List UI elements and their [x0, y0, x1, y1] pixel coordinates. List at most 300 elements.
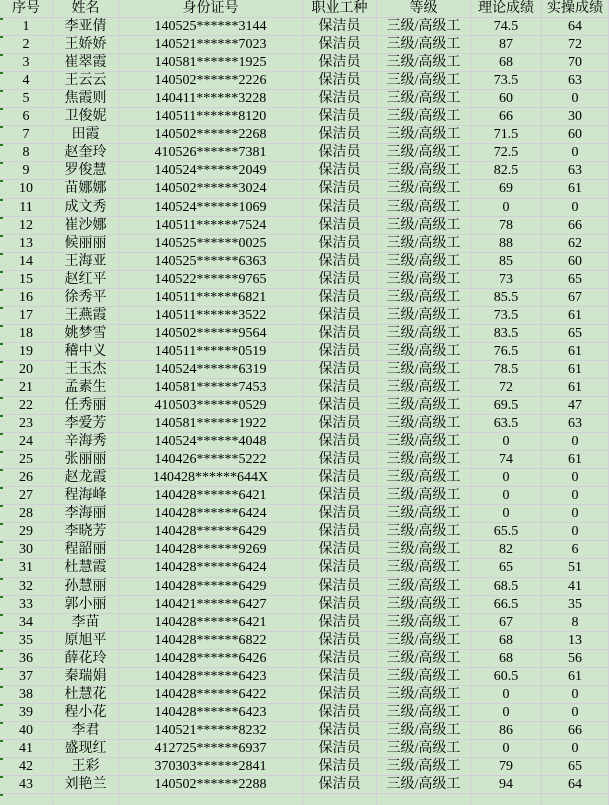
cell-level[interactable] [377, 758, 471, 776]
cell-occupation[interactable] [303, 325, 377, 343]
cell-level[interactable] [377, 379, 471, 397]
cell-index[interactable] [0, 596, 53, 614]
cell-occupation[interactable] [303, 758, 377, 776]
cell-index[interactable] [0, 343, 53, 361]
header-cell-level[interactable] [377, 0, 471, 18]
cell-id-number[interactable] [119, 217, 303, 235]
cell-practical-score[interactable] [542, 18, 609, 36]
cell-index[interactable] [0, 54, 53, 72]
cell-name[interactable] [53, 253, 119, 271]
cell-level[interactable] [377, 289, 471, 307]
cell-occupation[interactable] [303, 541, 377, 559]
header-cell-id-number[interactable] [119, 0, 303, 18]
cell-level[interactable] [377, 108, 471, 126]
cell-id-number[interactable] [119, 415, 303, 433]
cell-id-number[interactable] [119, 18, 303, 36]
cell-practical-score[interactable] [542, 758, 609, 776]
cell-practical-score[interactable] [542, 487, 609, 505]
cell-practical-score[interactable] [542, 235, 609, 253]
cell-occupation[interactable] [303, 307, 377, 325]
cell-occupation[interactable] [303, 614, 377, 632]
cell-name[interactable] [53, 614, 119, 632]
cell-level[interactable] [377, 487, 471, 505]
cell-theory-score[interactable] [471, 180, 542, 198]
cell-name[interactable] [53, 650, 119, 668]
cell-level[interactable] [377, 343, 471, 361]
cell-theory-score[interactable] [471, 686, 542, 704]
cell-practical-score[interactable] [542, 162, 609, 180]
cell-level[interactable] [377, 686, 471, 704]
cell-name[interactable] [53, 487, 119, 505]
cell-theory-score[interactable] [471, 541, 542, 559]
cell-theory-score[interactable] [471, 614, 542, 632]
cell-name[interactable] [53, 180, 119, 198]
cell-practical-score[interactable] [542, 325, 609, 343]
cell-theory-score[interactable] [471, 54, 542, 72]
cell-level[interactable] [377, 144, 471, 162]
cell-id-number[interactable] [119, 289, 303, 307]
cell-theory-score[interactable] [471, 361, 542, 379]
cell-name[interactable] [53, 144, 119, 162]
cell-id-number[interactable] [119, 776, 303, 794]
cell-practical-score[interactable] [542, 217, 609, 235]
cell-level[interactable] [377, 578, 471, 596]
cell-level[interactable] [377, 199, 471, 217]
cell-id-number[interactable] [119, 108, 303, 126]
cell-id-number[interactable] [119, 740, 303, 758]
cell-id-number[interactable] [119, 578, 303, 596]
cell-practical-score[interactable] [542, 271, 609, 289]
cell-index[interactable] [0, 415, 53, 433]
cell-level[interactable] [377, 704, 471, 722]
cell-name[interactable] [53, 722, 119, 740]
cell-id-number[interactable] [119, 397, 303, 415]
cell-index[interactable] [0, 253, 53, 271]
cell-index[interactable] [0, 379, 53, 397]
cell-occupation[interactable] [303, 722, 377, 740]
cell-name[interactable] [53, 325, 119, 343]
cell-id-number[interactable] [119, 253, 303, 271]
cell-index[interactable] [0, 469, 53, 487]
cell-level[interactable] [377, 90, 471, 108]
cell-name[interactable] [53, 307, 119, 325]
cell-occupation[interactable] [303, 740, 377, 758]
cell-theory-score[interactable] [471, 559, 542, 577]
cell-name[interactable] [53, 217, 119, 235]
cell-index[interactable] [0, 235, 53, 253]
cell-level[interactable] [377, 180, 471, 198]
cell-occupation[interactable] [303, 379, 377, 397]
cell-id-number[interactable] [119, 433, 303, 451]
cell-id-number[interactable] [119, 559, 303, 577]
cell-index[interactable] [0, 523, 53, 541]
cell-name[interactable] [53, 758, 119, 776]
cell-occupation[interactable] [303, 415, 377, 433]
cell-index[interactable] [0, 397, 53, 415]
cell-index[interactable] [0, 650, 53, 668]
cell-id-number[interactable] [119, 758, 303, 776]
cell-level[interactable] [377, 36, 471, 54]
cell-index[interactable] [0, 36, 53, 54]
cell-index[interactable] [0, 271, 53, 289]
cell-occupation[interactable] [303, 794, 377, 805]
cell-level[interactable] [377, 126, 471, 144]
cell-theory-score[interactable] [471, 433, 542, 451]
cell-practical-score[interactable] [542, 794, 609, 805]
cell-index[interactable] [0, 578, 53, 596]
cell-index[interactable] [0, 541, 53, 559]
cell-occupation[interactable] [303, 397, 377, 415]
cell-name[interactable] [53, 523, 119, 541]
cell-index[interactable] [0, 614, 53, 632]
cell-theory-score[interactable] [471, 379, 542, 397]
cell-theory-score[interactable] [471, 36, 542, 54]
cell-theory-score[interactable] [471, 758, 542, 776]
cell-name[interactable] [53, 559, 119, 577]
cell-practical-score[interactable] [542, 722, 609, 740]
cell-index[interactable] [0, 758, 53, 776]
cell-theory-score[interactable] [471, 144, 542, 162]
cell-index[interactable] [0, 144, 53, 162]
cell-occupation[interactable] [303, 54, 377, 72]
cell-theory-score[interactable] [471, 487, 542, 505]
cell-practical-score[interactable] [542, 415, 609, 433]
cell-occupation[interactable] [303, 36, 377, 54]
cell-theory-score[interactable] [471, 451, 542, 469]
cell-occupation[interactable] [303, 505, 377, 523]
cell-practical-score[interactable] [542, 72, 609, 90]
cell-name[interactable] [53, 343, 119, 361]
cell-occupation[interactable] [303, 686, 377, 704]
cell-index[interactable] [0, 559, 53, 577]
cell-practical-score[interactable] [542, 361, 609, 379]
cell-occupation[interactable] [303, 668, 377, 686]
cell-occupation[interactable] [303, 90, 377, 108]
cell-id-number[interactable] [119, 541, 303, 559]
cell-id-number[interactable] [119, 596, 303, 614]
cell-occupation[interactable] [303, 289, 377, 307]
cell-level[interactable] [377, 740, 471, 758]
cell-level[interactable] [377, 433, 471, 451]
cell-practical-score[interactable] [542, 776, 609, 794]
cell-level[interactable] [377, 776, 471, 794]
cell-name[interactable] [53, 632, 119, 650]
cell-index[interactable] [0, 180, 53, 198]
cell-level[interactable] [377, 469, 471, 487]
cell-occupation[interactable] [303, 523, 377, 541]
cell-id-number[interactable] [119, 379, 303, 397]
cell-id-number[interactable] [119, 72, 303, 90]
cell-index[interactable] [0, 487, 53, 505]
cell-id-number[interactable] [119, 794, 303, 805]
cell-theory-score[interactable] [471, 776, 542, 794]
cell-name[interactable] [53, 596, 119, 614]
cell-id-number[interactable] [119, 325, 303, 343]
cell-name[interactable] [53, 541, 119, 559]
cell-index[interactable] [0, 722, 53, 740]
cell-theory-score[interactable] [471, 72, 542, 90]
cell-name[interactable] [53, 90, 119, 108]
cell-practical-score[interactable] [542, 108, 609, 126]
cell-practical-score[interactable] [542, 632, 609, 650]
cell-id-number[interactable] [119, 451, 303, 469]
cell-practical-score[interactable] [542, 650, 609, 668]
cell-level[interactable] [377, 415, 471, 433]
cell-theory-score[interactable] [471, 505, 542, 523]
cell-id-number[interactable] [119, 180, 303, 198]
cell-occupation[interactable] [303, 18, 377, 36]
cell-index[interactable] [0, 740, 53, 758]
cell-practical-score[interactable] [542, 668, 609, 686]
cell-name[interactable] [53, 704, 119, 722]
cell-index[interactable] [0, 668, 53, 686]
cell-occupation[interactable] [303, 469, 377, 487]
cell-practical-score[interactable] [542, 704, 609, 722]
cell-index[interactable] [0, 433, 53, 451]
cell-name[interactable] [53, 289, 119, 307]
cell-theory-score[interactable] [471, 469, 542, 487]
cell-level[interactable] [377, 650, 471, 668]
cell-practical-score[interactable] [542, 740, 609, 758]
cell-occupation[interactable] [303, 632, 377, 650]
cell-occupation[interactable] [303, 578, 377, 596]
cell-level[interactable] [377, 54, 471, 72]
cell-occupation[interactable] [303, 704, 377, 722]
cell-name[interactable] [53, 794, 119, 805]
cell-index[interactable] [0, 126, 53, 144]
cell-name[interactable] [53, 433, 119, 451]
cell-index[interactable] [0, 361, 53, 379]
cell-occupation[interactable] [303, 199, 377, 217]
cell-index[interactable] [0, 90, 53, 108]
cell-id-number[interactable] [119, 271, 303, 289]
cell-practical-score[interactable] [542, 180, 609, 198]
cell-index[interactable] [0, 108, 53, 126]
cell-practical-score[interactable] [542, 433, 609, 451]
cell-id-number[interactable] [119, 307, 303, 325]
cell-level[interactable] [377, 451, 471, 469]
cell-name[interactable] [53, 162, 119, 180]
cell-practical-score[interactable] [542, 505, 609, 523]
cell-level[interactable] [377, 162, 471, 180]
cell-practical-score[interactable] [542, 144, 609, 162]
cell-practical-score[interactable] [542, 126, 609, 144]
cell-id-number[interactable] [119, 722, 303, 740]
cell-index[interactable] [0, 217, 53, 235]
cell-theory-score[interactable] [471, 523, 542, 541]
cell-index[interactable] [0, 776, 53, 794]
cell-name[interactable] [53, 668, 119, 686]
cell-practical-score[interactable] [542, 469, 609, 487]
cell-name[interactable] [53, 686, 119, 704]
cell-name[interactable] [53, 361, 119, 379]
cell-id-number[interactable] [119, 686, 303, 704]
cell-id-number[interactable] [119, 144, 303, 162]
cell-theory-score[interactable] [471, 650, 542, 668]
cell-id-number[interactable] [119, 235, 303, 253]
cell-level[interactable] [377, 541, 471, 559]
cell-id-number[interactable] [119, 487, 303, 505]
cell-level[interactable] [377, 271, 471, 289]
cell-name[interactable] [53, 108, 119, 126]
cell-occupation[interactable] [303, 144, 377, 162]
cell-occupation[interactable] [303, 253, 377, 271]
cell-occupation[interactable] [303, 217, 377, 235]
cell-name[interactable] [53, 578, 119, 596]
cell-occupation[interactable] [303, 451, 377, 469]
cell-level[interactable] [377, 307, 471, 325]
cell-occupation[interactable] [303, 487, 377, 505]
cell-practical-score[interactable] [542, 36, 609, 54]
cell-theory-score[interactable] [471, 90, 542, 108]
cell-practical-score[interactable] [542, 307, 609, 325]
cell-id-number[interactable] [119, 469, 303, 487]
cell-index[interactable] [0, 289, 53, 307]
cell-theory-score[interactable] [471, 325, 542, 343]
cell-occupation[interactable] [303, 235, 377, 253]
cell-occupation[interactable] [303, 361, 377, 379]
cell-level[interactable] [377, 794, 471, 805]
cell-practical-score[interactable] [542, 379, 609, 397]
cell-theory-score[interactable] [471, 704, 542, 722]
cell-practical-score[interactable] [542, 199, 609, 217]
cell-index[interactable] [0, 199, 53, 217]
cell-practical-score[interactable] [542, 289, 609, 307]
cell-id-number[interactable] [119, 650, 303, 668]
cell-index[interactable] [0, 162, 53, 180]
cell-practical-score[interactable] [542, 578, 609, 596]
cell-occupation[interactable] [303, 596, 377, 614]
cell-theory-score[interactable] [471, 289, 542, 307]
cell-occupation[interactable] [303, 108, 377, 126]
cell-id-number[interactable] [119, 199, 303, 217]
cell-index[interactable] [0, 505, 53, 523]
cell-name[interactable] [53, 740, 119, 758]
cell-index[interactable] [0, 794, 53, 805]
cell-level[interactable] [377, 72, 471, 90]
cell-level[interactable] [377, 614, 471, 632]
cell-occupation[interactable] [303, 559, 377, 577]
cell-id-number[interactable] [119, 704, 303, 722]
cell-id-number[interactable] [119, 523, 303, 541]
cell-theory-score[interactable] [471, 199, 542, 217]
cell-level[interactable] [377, 397, 471, 415]
cell-id-number[interactable] [119, 343, 303, 361]
cell-name[interactable] [53, 451, 119, 469]
cell-level[interactable] [377, 722, 471, 740]
cell-practical-score[interactable] [542, 253, 609, 271]
cell-id-number[interactable] [119, 614, 303, 632]
cell-theory-score[interactable] [471, 235, 542, 253]
cell-name[interactable] [53, 415, 119, 433]
cell-level[interactable] [377, 505, 471, 523]
cell-id-number[interactable] [119, 36, 303, 54]
cell-practical-score[interactable] [542, 596, 609, 614]
cell-practical-score[interactable] [542, 343, 609, 361]
cell-theory-score[interactable] [471, 343, 542, 361]
cell-theory-score[interactable] [471, 108, 542, 126]
cell-theory-score[interactable] [471, 740, 542, 758]
cell-id-number[interactable] [119, 54, 303, 72]
cell-index[interactable] [0, 307, 53, 325]
cell-theory-score[interactable] [471, 415, 542, 433]
cell-theory-score[interactable] [471, 794, 542, 805]
cell-theory-score[interactable] [471, 253, 542, 271]
cell-id-number[interactable] [119, 632, 303, 650]
cell-occupation[interactable] [303, 433, 377, 451]
cell-id-number[interactable] [119, 668, 303, 686]
cell-theory-score[interactable] [471, 18, 542, 36]
cell-practical-score[interactable] [542, 397, 609, 415]
cell-name[interactable] [53, 505, 119, 523]
cell-name[interactable] [53, 235, 119, 253]
cell-index[interactable] [0, 325, 53, 343]
cell-occupation[interactable] [303, 72, 377, 90]
cell-name[interactable] [53, 271, 119, 289]
header-cell-name[interactable] [53, 0, 119, 18]
cell-index[interactable] [0, 686, 53, 704]
cell-theory-score[interactable] [471, 126, 542, 144]
cell-occupation[interactable] [303, 271, 377, 289]
cell-name[interactable] [53, 126, 119, 144]
cell-theory-score[interactable] [471, 217, 542, 235]
cell-level[interactable] [377, 235, 471, 253]
cell-level[interactable] [377, 668, 471, 686]
cell-practical-score[interactable] [542, 614, 609, 632]
cell-level[interactable] [377, 523, 471, 541]
cell-index[interactable] [0, 72, 53, 90]
cell-level[interactable] [377, 559, 471, 577]
cell-occupation[interactable] [303, 162, 377, 180]
header-cell-occupation[interactable] [303, 0, 377, 18]
cell-theory-score[interactable] [471, 578, 542, 596]
cell-id-number[interactable] [119, 505, 303, 523]
cell-id-number[interactable] [119, 126, 303, 144]
cell-theory-score[interactable] [471, 397, 542, 415]
cell-name[interactable] [53, 72, 119, 90]
cell-occupation[interactable] [303, 776, 377, 794]
cell-level[interactable] [377, 217, 471, 235]
cell-index[interactable] [0, 704, 53, 722]
header-cell-theory-score[interactable] [471, 0, 542, 18]
cell-practical-score[interactable] [542, 686, 609, 704]
cell-name[interactable] [53, 18, 119, 36]
cell-level[interactable] [377, 361, 471, 379]
cell-index[interactable] [0, 632, 53, 650]
cell-theory-score[interactable] [471, 722, 542, 740]
cell-level[interactable] [377, 18, 471, 36]
cell-occupation[interactable] [303, 126, 377, 144]
cell-practical-score[interactable] [542, 90, 609, 108]
cell-theory-score[interactable] [471, 162, 542, 180]
cell-theory-score[interactable] [471, 632, 542, 650]
cell-id-number[interactable] [119, 162, 303, 180]
cell-practical-score[interactable] [542, 559, 609, 577]
cell-practical-score[interactable] [542, 451, 609, 469]
cell-level[interactable] [377, 325, 471, 343]
cell-name[interactable] [53, 54, 119, 72]
cell-id-number[interactable] [119, 90, 303, 108]
cell-level[interactable] [377, 632, 471, 650]
cell-name[interactable] [53, 397, 119, 415]
cell-theory-score[interactable] [471, 271, 542, 289]
cell-index[interactable] [0, 18, 53, 36]
cell-practical-score[interactable] [542, 523, 609, 541]
cell-level[interactable] [377, 596, 471, 614]
cell-name[interactable] [53, 36, 119, 54]
cell-level[interactable] [377, 253, 471, 271]
cell-occupation[interactable] [303, 180, 377, 198]
